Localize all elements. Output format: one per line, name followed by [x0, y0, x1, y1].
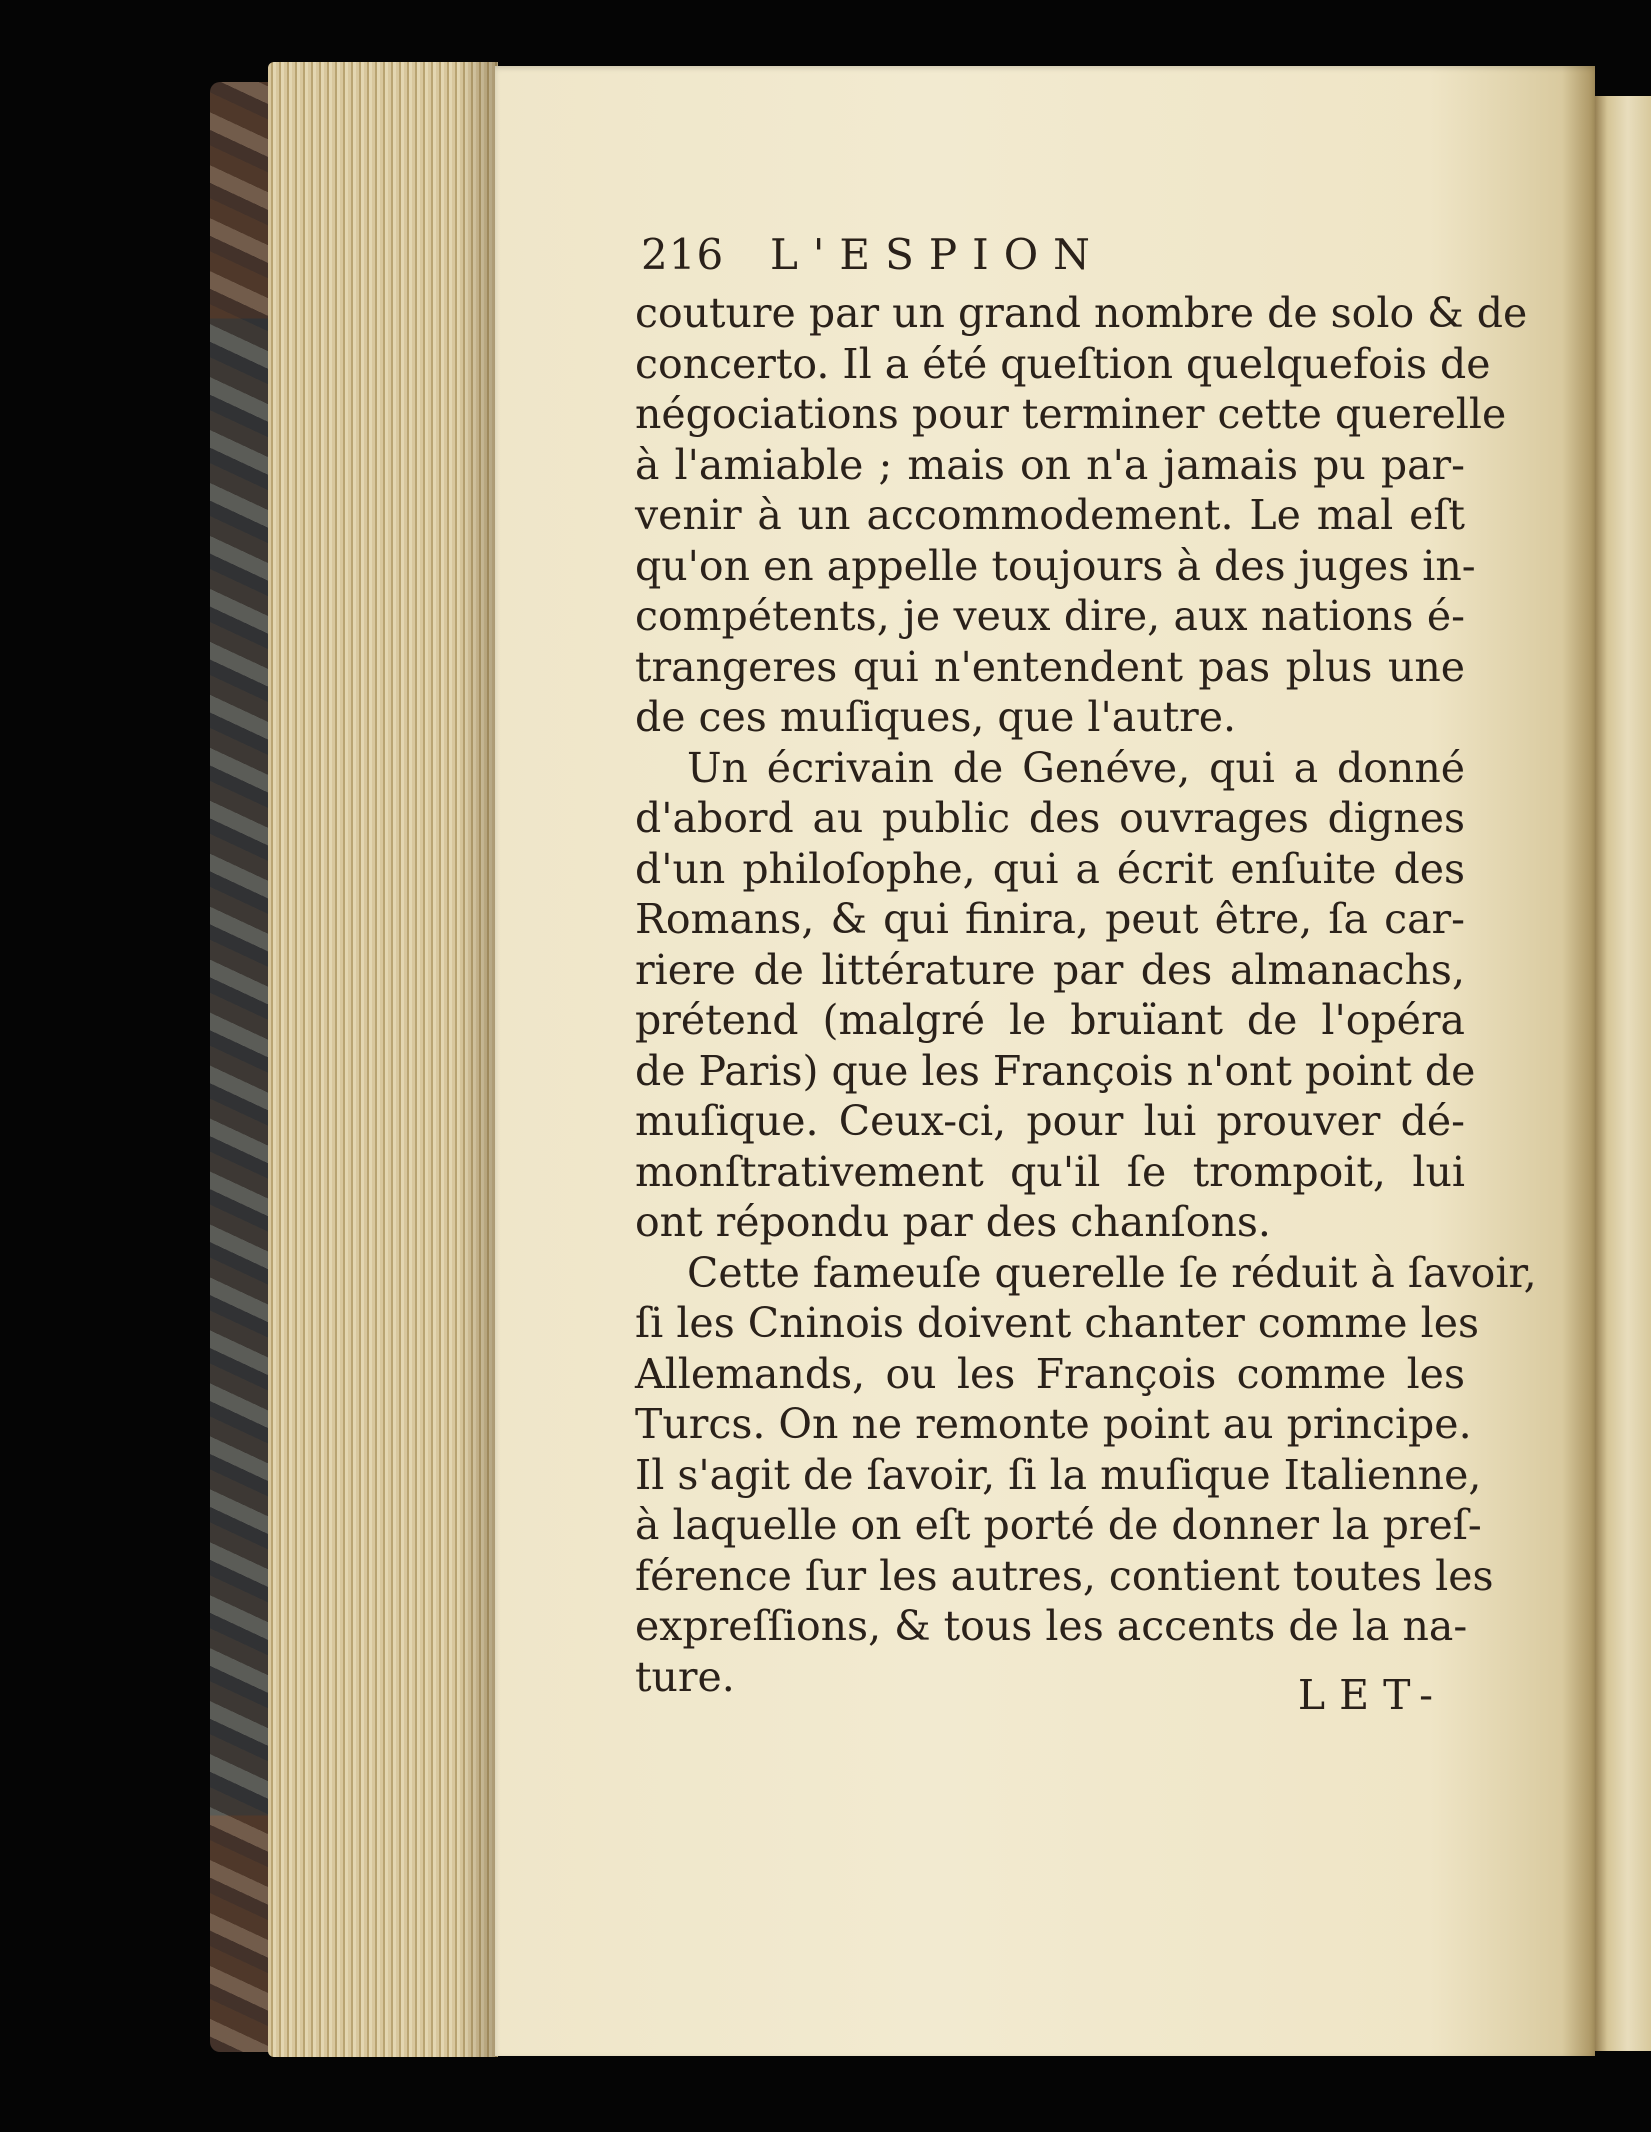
text-line: Turcs. On ne remonte point au principe. [635, 1400, 1472, 1448]
catchword: LET- [1297, 1670, 1447, 1719]
text-line: trangeres qui n'entendent pas plus une [635, 642, 1465, 691]
text-line: couture par un grand nombre de solo & de [635, 289, 1528, 337]
page-edges [268, 62, 498, 2057]
book-cover-edge [210, 82, 272, 2052]
text-line: compétents, je veux dire, aux nations é- [635, 592, 1465, 640]
text-line: riere de littérature par des almanachs, [635, 945, 1465, 994]
text-line: monſtrativement qu'il ſe trompoit, lui [635, 1147, 1465, 1196]
text-line: concerto. Il a été queſtion quelquefois de [635, 339, 1491, 388]
text-line: venir à un accommodement. Le mal eſt [635, 491, 1465, 539]
text-line: d'un philoſophe, qui a écrit enſuite des [635, 844, 1465, 893]
text-line: de Paris) que les François n'ont point de [635, 1046, 1476, 1095]
page-text [635, 228, 1537, 1719]
text-line: qu'on en appelle toujours à des juges in- [635, 541, 1476, 590]
text-line: Allemands, ou les François comme les [635, 1349, 1465, 1398]
text-line: Un écrivain de Genéve, qui a donné [687, 743, 1465, 792]
text-line: prétend (malgré le bruïant de l'opéra [635, 996, 1465, 1044]
text-line: ſi les Cninois doivent chanter comme les [635, 1299, 1480, 1347]
page-number: 216 [641, 230, 725, 279]
text-line: Romans, & qui finira, peut être, ſa car- [635, 895, 1465, 943]
text-line: Il s'agit de ſavoir, ſi la muſique Italienne, [635, 1450, 1482, 1499]
last-word: ture. [635, 1652, 735, 1701]
text-line: négociations pour terminer cette querelle [635, 390, 1507, 438]
running-title: L'ESPION [770, 230, 1105, 279]
text-line: ont répondu par des chanſons. [635, 1198, 1271, 1246]
running-head [635, 228, 1465, 288]
book-page [495, 66, 1595, 2056]
text-line: à l'amiable ; mais on n'a jamais pu par- [635, 440, 1465, 489]
closing-row [635, 1652, 1465, 1719]
text-line: Cette fameuſe querelle ſe réduit à ſavoir, [687, 1248, 1537, 1297]
text-line: à laquelle on eſt porté de donner la preſ- [635, 1501, 1482, 1549]
text-line: expreſſions, & tous les accents de la na- [635, 1602, 1468, 1650]
text-line: muſique. Ceux-ci, pour lui prouver dé- [635, 1097, 1465, 1145]
facing-page-edge [1593, 96, 1651, 2051]
text-line: férence ſur les autres, contient toutes les [635, 1551, 1494, 1600]
text-line: d'abord au public des ouvrages dignes [635, 794, 1465, 842]
text-line: de ces muſiques, que l'autre. [635, 693, 1236, 741]
